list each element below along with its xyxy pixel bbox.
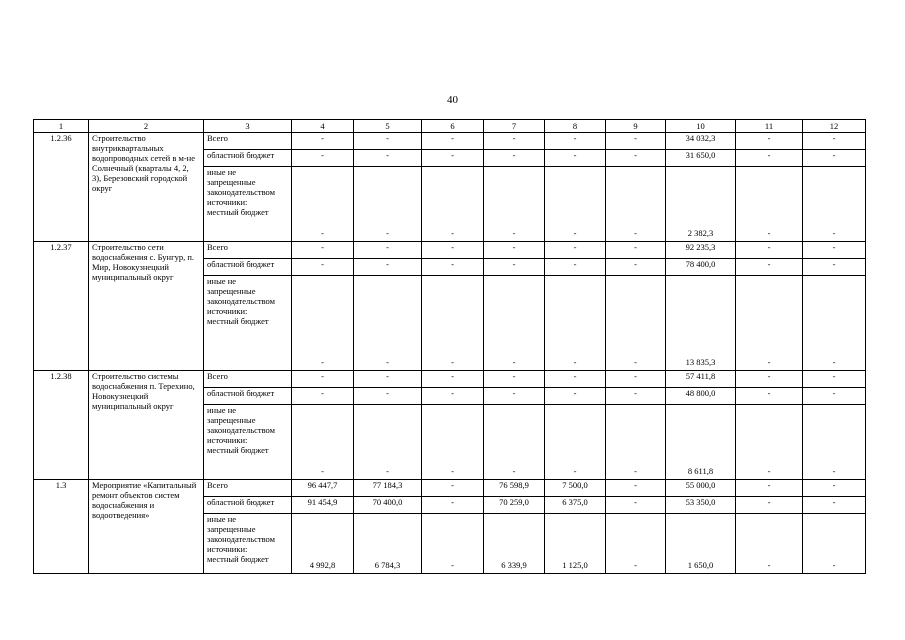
value-cell: - [292, 276, 354, 371]
funding-source: Всего [204, 371, 292, 388]
value-cell: 6 339,9 [484, 514, 545, 574]
value-cell: - [484, 133, 545, 150]
value-cell: - [354, 133, 422, 150]
value-cell: - [803, 514, 866, 574]
value-cell: 34 032,3 [666, 133, 736, 150]
value-cell: - [736, 480, 803, 497]
value-cell: - [606, 405, 666, 480]
value-cell: - [354, 405, 422, 480]
value-cell: - [606, 167, 666, 242]
value-cell: 7 500,0 [545, 480, 606, 497]
funding-source: Всего [204, 133, 292, 150]
funding-source-line: запрещенные [207, 177, 256, 187]
value-cell: - [545, 133, 606, 150]
value-cell: - [736, 405, 803, 480]
table-row [34, 133, 866, 150]
column-header: 6 [422, 120, 484, 133]
funding-source [204, 276, 292, 371]
value-cell: - [422, 497, 484, 514]
value-cell: - [484, 259, 545, 276]
value-cell: - [736, 371, 803, 388]
table-row [34, 242, 866, 259]
value-cell: - [803, 133, 866, 150]
value-cell: 13 835,3 [666, 276, 736, 371]
value-cell: - [422, 167, 484, 242]
column-header: 1 [34, 120, 89, 133]
value-cell: 2 382,3 [666, 167, 736, 242]
funding-source-line: законодательством [207, 187, 276, 197]
value-cell: - [736, 388, 803, 405]
value-cell: - [422, 371, 484, 388]
value-cell: - [422, 133, 484, 150]
column-header: 10 [666, 120, 736, 133]
value-cell: - [606, 133, 666, 150]
column-header: 3 [204, 120, 292, 133]
value-cell: - [736, 259, 803, 276]
value-cell: - [292, 259, 354, 276]
value-cell: 70 400,0 [354, 497, 422, 514]
column-header: 5 [354, 120, 422, 133]
value-cell: 96 447,7 [292, 480, 354, 497]
funding-source-line: запрещенные [207, 415, 256, 425]
value-cell: - [354, 150, 422, 167]
value-cell: - [803, 388, 866, 405]
funding-source: областной бюджет [204, 388, 292, 405]
funding-source-line: местный бюджет [207, 554, 269, 564]
value-cell: - [292, 167, 354, 242]
value-cell: - [736, 150, 803, 167]
value-cell: - [354, 259, 422, 276]
funding-source [204, 514, 292, 574]
funding-source: областной бюджет [204, 497, 292, 514]
funding-source-line: иные не [207, 276, 237, 286]
value-cell: 55 000,0 [666, 480, 736, 497]
value-cell: - [484, 405, 545, 480]
value-cell: 4 992,8 [292, 514, 354, 574]
value-cell: - [422, 242, 484, 259]
item-name: Строительство сети водоснабжения с. Бунгур, п. Мир, Новокузнецкий муниципальный округ [89, 242, 204, 371]
item-name: Мероприятие «Капитальный ремонт объектов систем водоснабжения и водоотведения» [89, 480, 204, 574]
value-cell: - [292, 371, 354, 388]
value-cell: - [545, 405, 606, 480]
value-cell: - [803, 167, 866, 242]
value-cell: - [292, 405, 354, 480]
value-cell: - [292, 150, 354, 167]
value-cell: - [484, 167, 545, 242]
value-cell: 53 350,0 [666, 497, 736, 514]
value-cell: - [292, 242, 354, 259]
value-cell: - [736, 167, 803, 242]
funding-source-line: источники: [207, 197, 248, 207]
value-cell: - [803, 259, 866, 276]
value-cell: - [803, 242, 866, 259]
column-header: 12 [803, 120, 866, 133]
value-cell: - [803, 405, 866, 480]
funding-source-line: иные не [207, 167, 237, 177]
value-cell: - [545, 242, 606, 259]
value-cell: - [545, 388, 606, 405]
value-cell: - [422, 514, 484, 574]
item-code: 1.3 [34, 480, 89, 574]
value-cell: - [422, 259, 484, 276]
item-code: 1.2.37 [34, 242, 89, 371]
value-cell: - [736, 497, 803, 514]
funding-source: областной бюджет [204, 150, 292, 167]
value-cell: - [803, 276, 866, 371]
funding-source-line: источники: [207, 306, 248, 316]
value-cell: 92 235,3 [666, 242, 736, 259]
column-header: 8 [545, 120, 606, 133]
value-cell: - [545, 276, 606, 371]
value-cell: - [606, 150, 666, 167]
value-cell: - [545, 371, 606, 388]
value-cell: 91 454,9 [292, 497, 354, 514]
value-cell: 57 411,8 [666, 371, 736, 388]
value-cell: - [422, 388, 484, 405]
value-cell: - [606, 276, 666, 371]
column-header: 4 [292, 120, 354, 133]
value-cell: - [736, 276, 803, 371]
funding-source-line: законодательством [207, 425, 276, 435]
column-header: 11 [736, 120, 803, 133]
value-cell: - [606, 259, 666, 276]
value-cell: 6 784,3 [354, 514, 422, 574]
value-cell: - [606, 371, 666, 388]
value-cell: - [606, 514, 666, 574]
item-name: Строительство системы водоснабжения п. Терехино, Новокузнецкий муниципальный округ [89, 371, 204, 480]
value-cell: - [422, 480, 484, 497]
column-header: 9 [606, 120, 666, 133]
column-header: 2 [89, 120, 204, 133]
value-cell: - [606, 388, 666, 405]
column-number-row [34, 120, 866, 133]
value-cell: - [484, 276, 545, 371]
item-code: 1.2.38 [34, 371, 89, 480]
value-cell: 1 125,0 [545, 514, 606, 574]
value-cell: - [354, 371, 422, 388]
value-cell: - [803, 480, 866, 497]
value-cell: 8 611,8 [666, 405, 736, 480]
value-cell: - [545, 259, 606, 276]
value-cell: 31 650,0 [666, 150, 736, 167]
value-cell: - [545, 150, 606, 167]
funding-source: областной бюджет [204, 259, 292, 276]
funding-source-line: источники: [207, 544, 248, 554]
funding-source: Всего [204, 480, 292, 497]
value-cell: - [606, 480, 666, 497]
funding-source [204, 167, 292, 242]
page-number: 40 [447, 94, 458, 106]
funding-source [204, 405, 292, 480]
funding-source-line: запрещенные [207, 286, 256, 296]
funding-source-line: законодательством [207, 534, 276, 544]
value-cell: - [484, 371, 545, 388]
funding-source-line: местный бюджет [207, 445, 269, 455]
funding-source-line: источники: [207, 435, 248, 445]
table-row [34, 480, 866, 497]
value-cell: - [292, 388, 354, 405]
value-cell: - [422, 150, 484, 167]
value-cell: 76 598,9 [484, 480, 545, 497]
value-cell: - [545, 167, 606, 242]
funding-source: Всего [204, 242, 292, 259]
value-cell: 48 800,0 [666, 388, 736, 405]
funding-source-line: местный бюджет [207, 316, 269, 326]
value-cell: - [484, 242, 545, 259]
value-cell: - [606, 242, 666, 259]
value-cell: - [422, 405, 484, 480]
funding-source-line: иные не [207, 405, 237, 415]
budget-table [33, 119, 866, 574]
value-cell: - [354, 167, 422, 242]
column-header: 7 [484, 120, 545, 133]
value-cell: 1 650,0 [666, 514, 736, 574]
value-cell: - [803, 150, 866, 167]
value-cell: - [736, 242, 803, 259]
value-cell: - [292, 133, 354, 150]
value-cell: - [803, 371, 866, 388]
funding-source-line: иные не [207, 514, 237, 524]
value-cell: - [354, 276, 422, 371]
value-cell: - [484, 388, 545, 405]
funding-source-line: местный бюджет [207, 207, 269, 217]
value-cell: - [803, 497, 866, 514]
value-cell: - [736, 514, 803, 574]
funding-source-line: законодательством [207, 296, 276, 306]
funding-source-line: запрещенные [207, 524, 256, 534]
value-cell: - [422, 276, 484, 371]
value-cell: 6 375,0 [545, 497, 606, 514]
value-cell: - [736, 133, 803, 150]
item-name: Строительство внутриквартальных водопроводных сетей в м-не Солнечный (кварталы 4, 2, 3), Березовский городской округ [89, 133, 204, 242]
value-cell: - [484, 150, 545, 167]
value-cell: - [354, 242, 422, 259]
value-cell: 78 400,0 [666, 259, 736, 276]
value-cell: - [354, 388, 422, 405]
item-code: 1.2.36 [34, 133, 89, 242]
value-cell: 70 259,0 [484, 497, 545, 514]
table-row [34, 371, 866, 388]
value-cell: - [606, 497, 666, 514]
value-cell: 77 184,3 [354, 480, 422, 497]
